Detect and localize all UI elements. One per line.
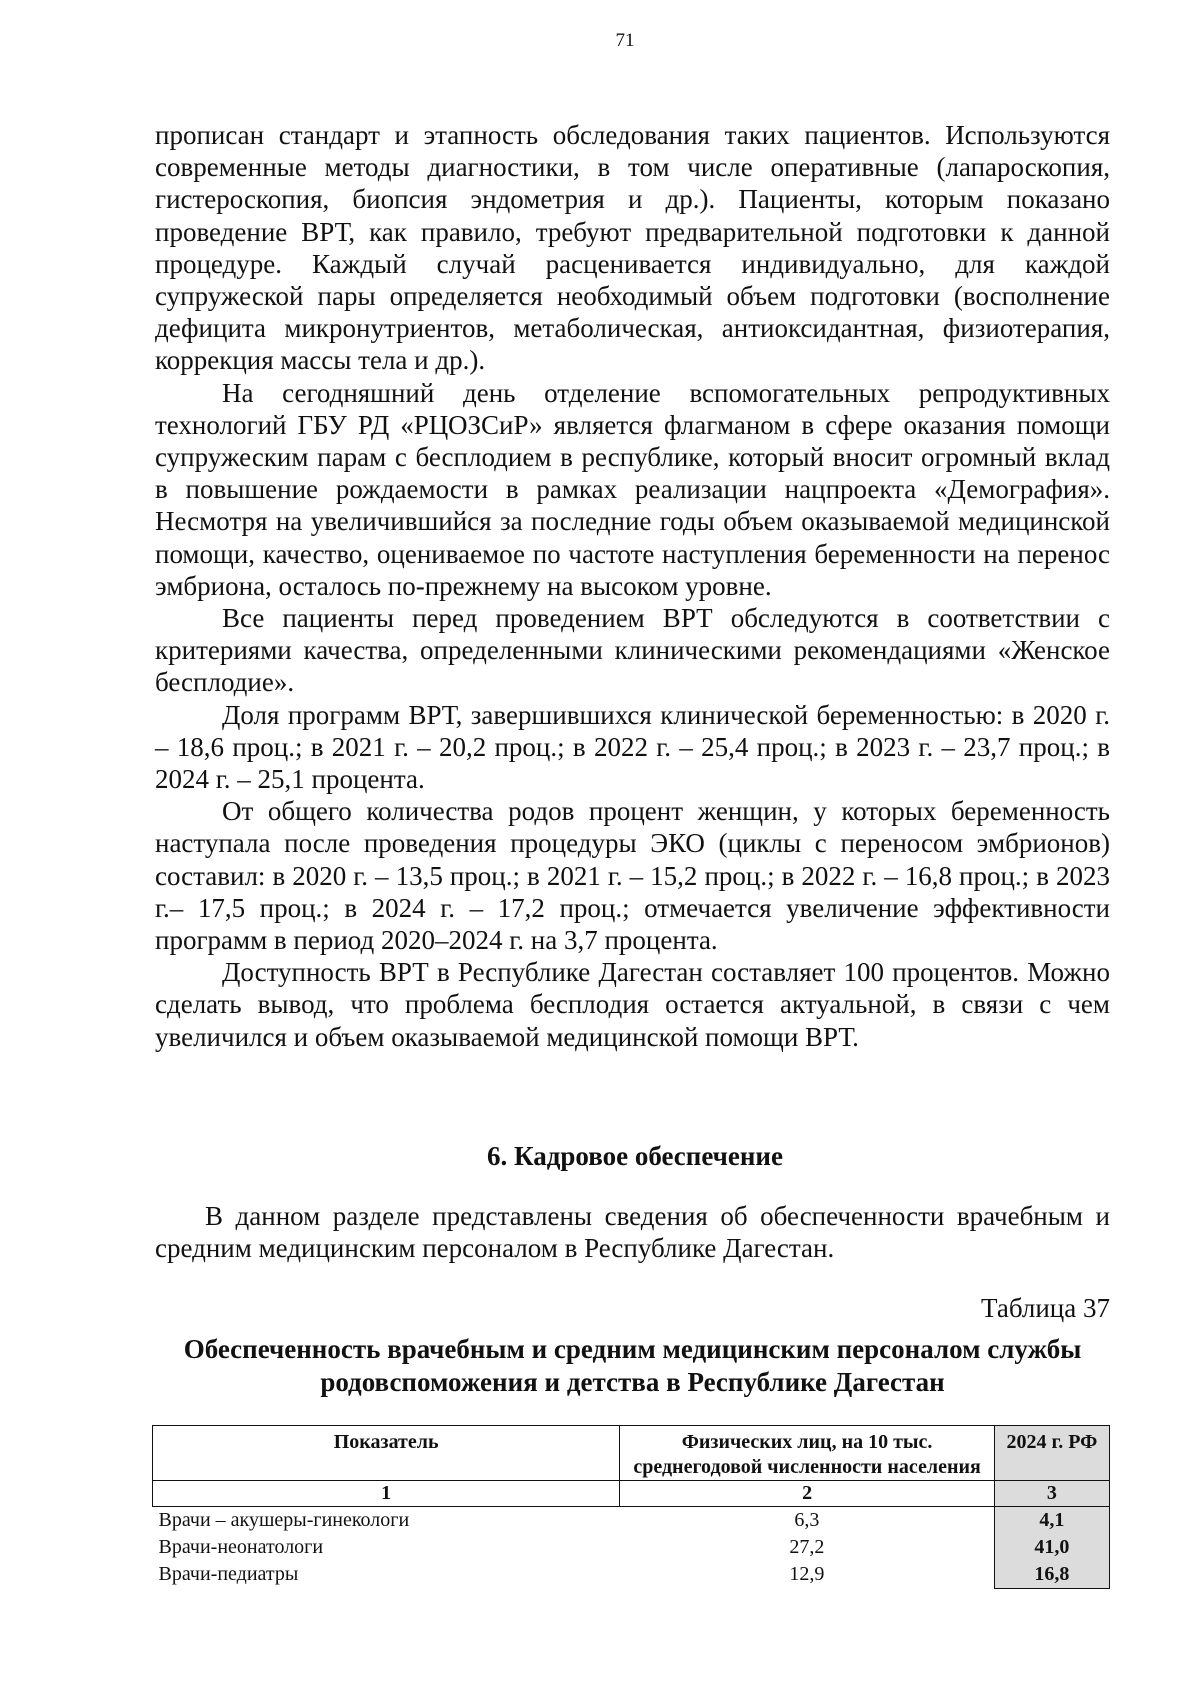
indicator-name: Врачи-неонатологи <box>158 1536 324 1558</box>
header-rf-2024: 2024 г. РФ <box>994 1426 1109 1481</box>
table-row <box>153 1561 1110 1589</box>
paragraph: Доступность ВРТ в Республике Дагестан составляет 100 процентов. Можно сделать вывод, что проблема бесплодия остается актуальной, в связи с чем увеличился и объем оказываемой медицинской помощи ВРТ. <box>155 957 1110 1052</box>
header-per-10k: Физических лиц, на 10 тыс. среднегодовой численности населения <box>620 1426 995 1481</box>
paragraph: прописан стандарт и этапность обследования таких пациентов. Используются современные методы диагностики, в том числе оперативные (лапароскопия, гистероскопия, биопсия эндометрия и др.). Пациенты, которым показано проведение ВРТ, как правило, требуют предварительной подготовки к данной процедуре. Каждый случай расценивается индивидуально, для каждой супружеской пары определяется необходимый объем подготовки (восполнение дефицита микронутриентов, метаболическая, антиоксидантная, физиотерапия, коррекция массы тела и др.). <box>155 120 1110 376</box>
indicator-value: 12,9 <box>789 1563 825 1586</box>
column-number: 1 <box>153 1481 620 1507</box>
table-number: Таблица 37 <box>981 1293 1110 1323</box>
paragraph: Все пациенты перед проведением ВРТ обследуются в соответствии с критериями качества, определенными клиническими рекомендациями «Женское бесплодие». <box>155 603 1110 698</box>
table-row <box>153 1507 1110 1535</box>
paragraph: В данном разделе представлены сведения об обеспеченности врачебным и средним медицинским персоналом в Республике Дагестан. <box>155 1201 1110 1264</box>
table-header-row <box>153 1426 1110 1481</box>
indicator-name: Врачи-педиатры <box>158 1563 299 1586</box>
column-number: 3 <box>994 1481 1109 1507</box>
indicator-name: Врачи – акушеры-гинекологи <box>158 1509 410 1531</box>
rf-value: 4,1 <box>994 1507 1109 1535</box>
page-number: 71 <box>615 30 635 51</box>
rf-value: 16,8 <box>994 1561 1109 1589</box>
column-number-row <box>153 1481 1110 1507</box>
table-title: Обеспеченность врачебным и средним медицинским персоналом службы родовспоможения и детства в Республике Дагестан <box>183 1334 1082 1397</box>
table-row <box>153 1534 1110 1561</box>
section-intro <box>155 1200 1110 1264</box>
paragraph: От общего количества родов процент женщин, у которых беременность наступала после проведения процедуры ЭКО (циклы с переносом эмбрионов) составил: в 2020 г. – 13,5 проц.; в 2021 г. – 15,2 проц.; в 2022 г. – 16,8 проц.; в 2023 г.– 17,5 проц.; в 2024 г. – 17,2 проц.; отмечается увеличение эффективности программ в период 2020–2024 г. на 3,7 процента. <box>155 796 1110 956</box>
column-number: 2 <box>620 1481 995 1507</box>
paragraph: На сегодняшний день отделение вспомогательных репродуктивных технологий ГБУ РД «РЦОЗСиР» является флагманом в сфере оказания помощи супружеским парам с бесплодием в республике, который вносит огромный вклад в повышение рождаемости в рамках реализации нацпроекта «Демография». Несмотря на увеличившийся за последние годы объем оказываемой медицинской помощи, качество, оцениваемое по частоте наступления беременности на перенос эмбриона, осталось по-прежнему на высоком уровне. <box>155 377 1110 601</box>
indicator-value: 6,3 <box>794 1509 820 1531</box>
paragraph: Доля программ ВРТ, завершившихся клинической беременностью: в 2020 г. – 18,6 проц.; в 2021 г. – 20,2 проц.; в 2022 г. – 25,4 проц.; в 2023 г. – 23,7 проц.; в 2024 г. – 25,1 процента. <box>155 699 1110 795</box>
section-title: 6. Кадровое обеспечение <box>487 1141 783 1171</box>
staffing-table <box>152 1425 1110 1589</box>
header-indicator: Показатель <box>153 1426 620 1481</box>
indicator-value: 27,2 <box>789 1536 825 1558</box>
rf-value: 41,0 <box>994 1534 1109 1561</box>
body-text <box>155 119 1110 1053</box>
